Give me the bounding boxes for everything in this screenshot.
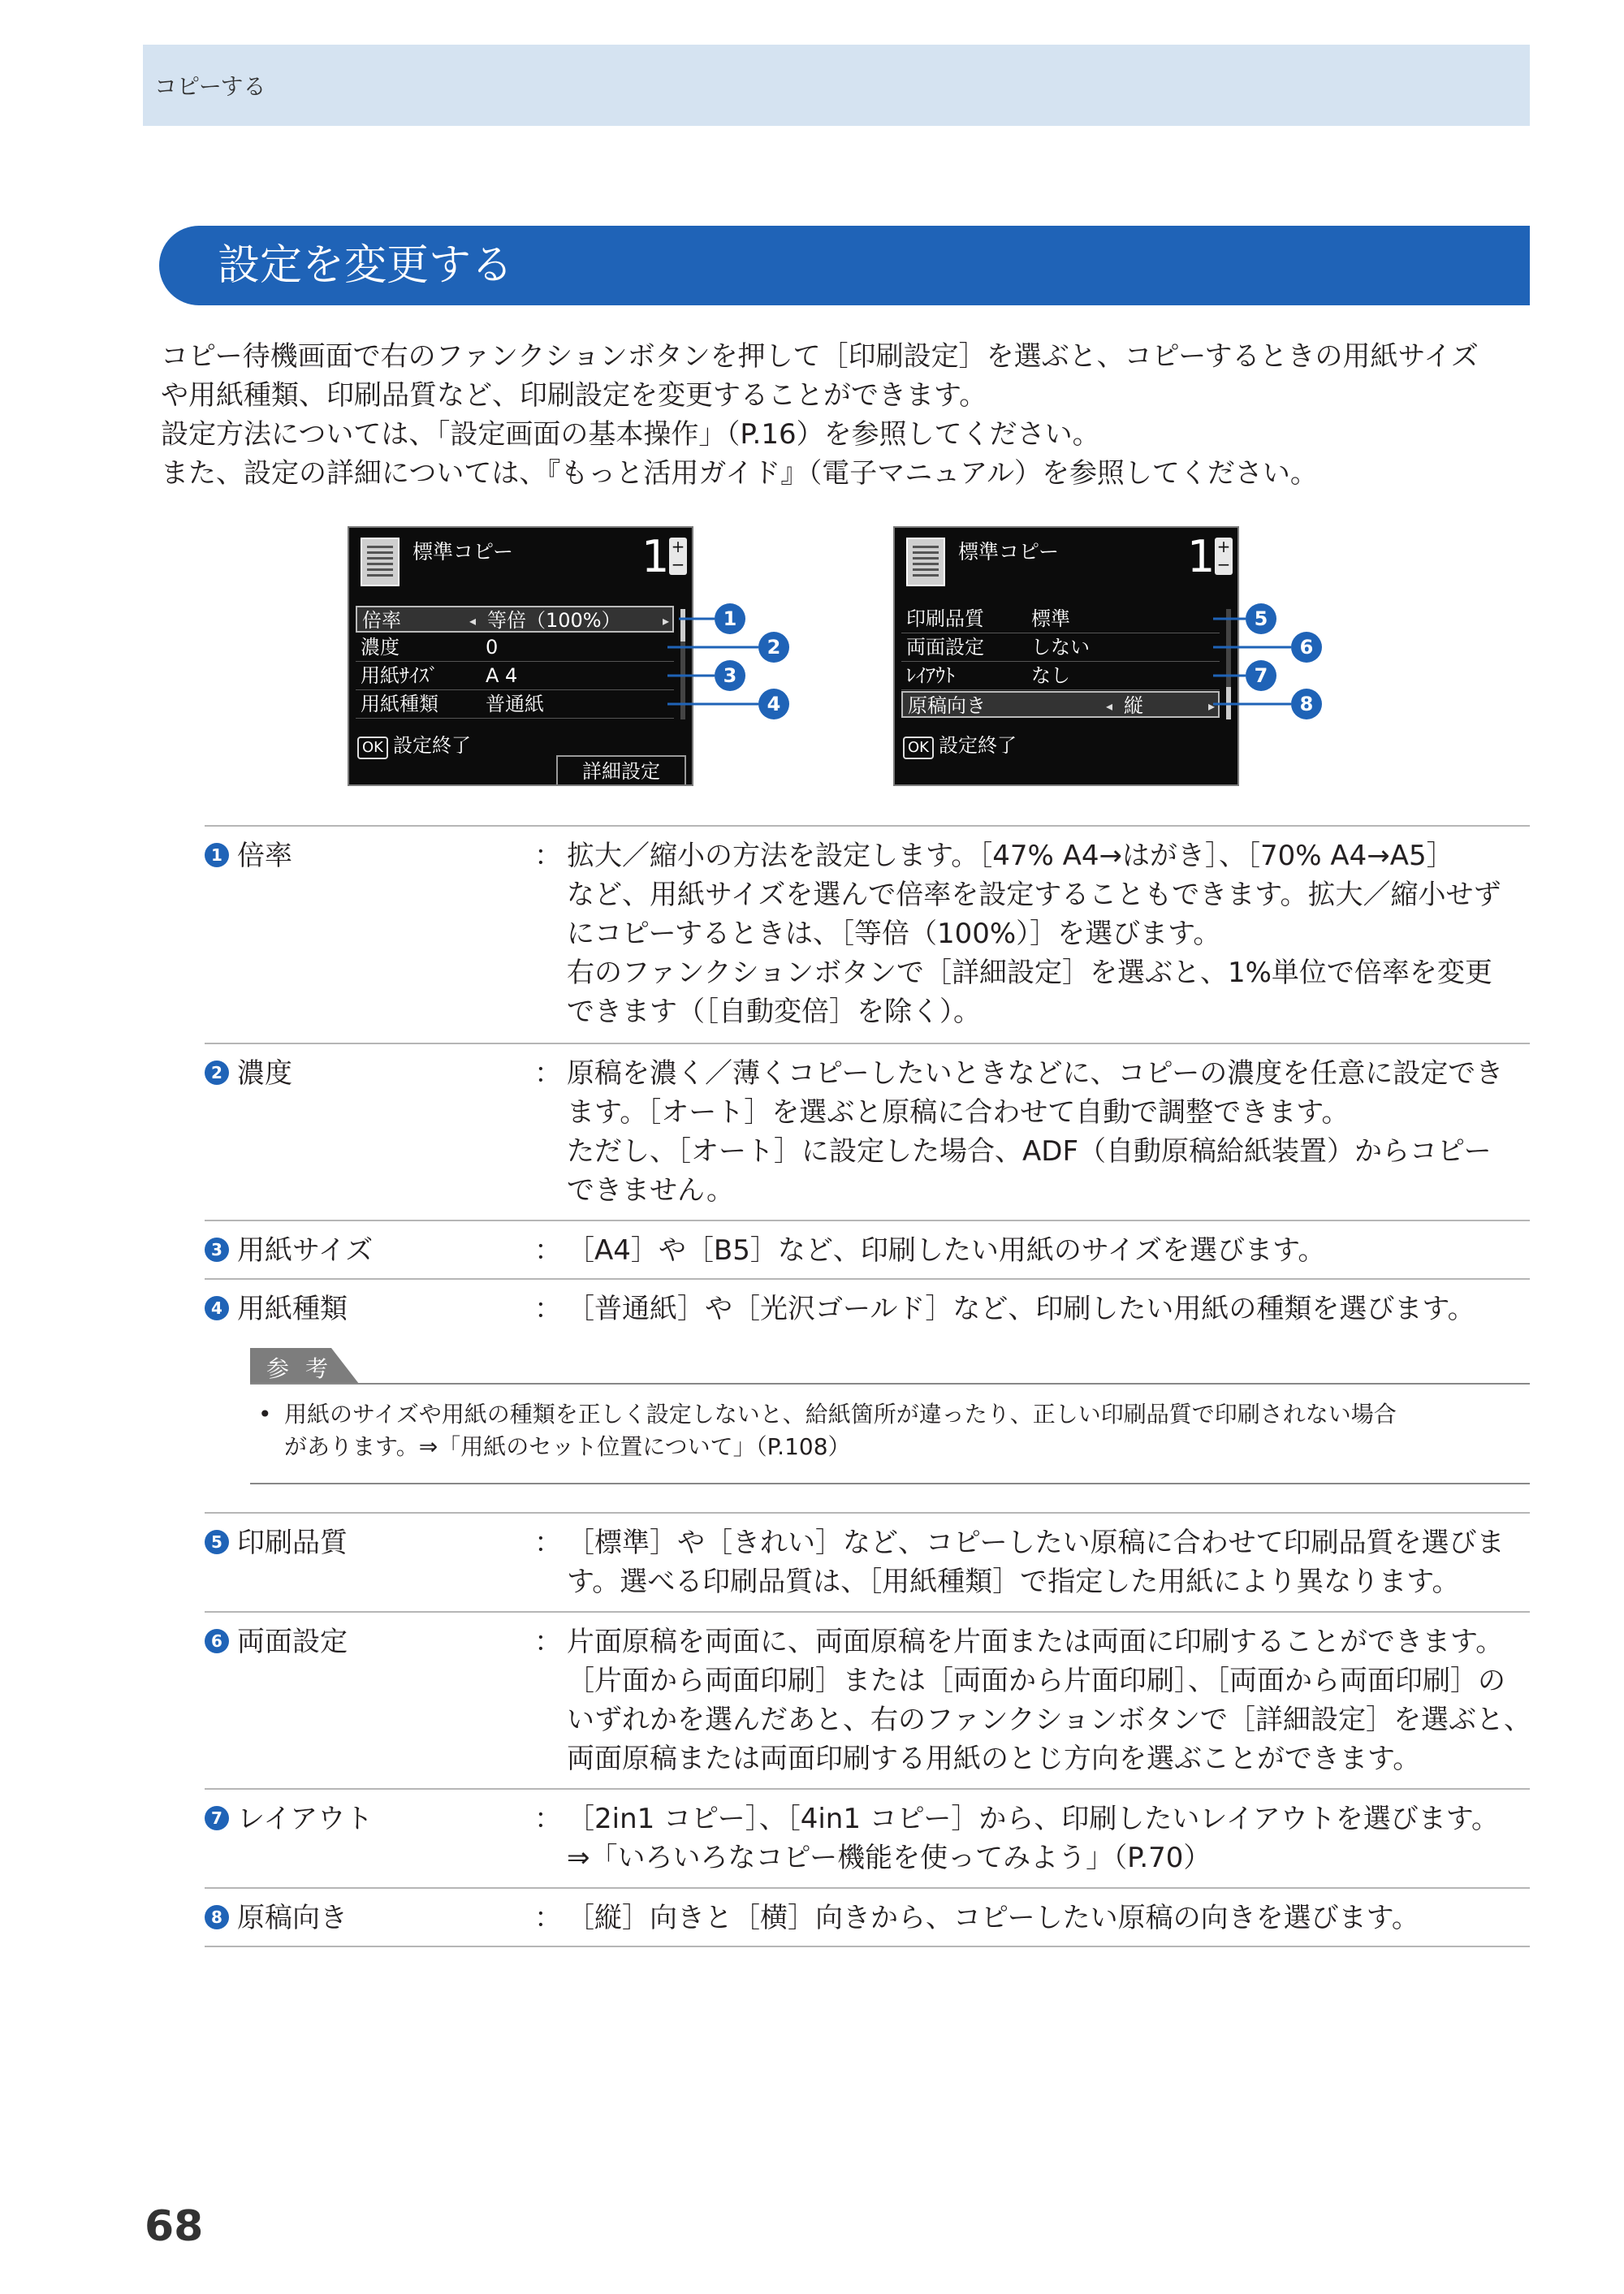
callout-badge-2: 2 bbox=[758, 632, 789, 663]
ok-label: 設定終了 bbox=[938, 734, 1017, 757]
colon: ： bbox=[534, 1803, 562, 1835]
desc-line: す。選べる印刷品質は、［用紙種類］で指定した用紙により異なります。 bbox=[567, 1566, 1460, 1598]
lcd-title: 標準コピー bbox=[958, 540, 1060, 564]
desc-line: にコピーするときは、［等倍（100%）］を選びます。 bbox=[567, 918, 1221, 950]
definition-description bbox=[567, 1622, 1533, 1778]
definition-description bbox=[567, 836, 1533, 1031]
arrow-right-icon: ▸ bbox=[663, 613, 670, 629]
colon: ： bbox=[534, 1057, 562, 1090]
definition-description bbox=[567, 1799, 1533, 1877]
copy-count: 1 bbox=[1187, 531, 1216, 582]
advanced-settings-softkey[interactable]: 詳細設定 bbox=[556, 755, 686, 784]
lcd-row-value: 標準 bbox=[1031, 607, 1070, 630]
colon: ： bbox=[534, 1527, 562, 1559]
desc-line: 片面原稿を両面に、両面原稿を片面または両面に印刷することができます。 bbox=[567, 1626, 1504, 1658]
note-line: があります。⇒「用紙のセット位置について」（P.108） bbox=[284, 1433, 851, 1460]
callout-badge-1: 1 bbox=[715, 603, 745, 634]
term-label: 用紙サイズ bbox=[237, 1234, 374, 1267]
lcd-row-value: A 4 bbox=[486, 664, 518, 687]
item-number-badge: 7 bbox=[205, 1806, 229, 1830]
note-tab-label: 参考 bbox=[266, 1355, 345, 1382]
lcd-row-label: 用紙種類 bbox=[361, 693, 438, 715]
intro-line: や用紙種類、印刷品質など、印刷設定を変更することができます。 bbox=[161, 379, 987, 412]
intro-line: コピー待機画面で右のファンクションボタンを押して［印刷設定］を選ぶと、コピーするときの用紙サイズ bbox=[161, 340, 1479, 373]
callout-badge-6: 6 bbox=[1291, 632, 1322, 663]
desc-line: できます（［自動変倍］を除く）。 bbox=[567, 996, 981, 1028]
term-label: 印刷品質 bbox=[237, 1527, 348, 1559]
note-end-divider bbox=[250, 1483, 1530, 1484]
term-label: 濃度 bbox=[237, 1057, 292, 1090]
term-label: 用紙種類 bbox=[237, 1293, 348, 1325]
desc-line: ［A4］や［B5］など、印刷したい用紙のサイズを選びます。 bbox=[567, 1234, 1326, 1267]
definition-description bbox=[567, 1523, 1533, 1601]
lcd-row-value: 0 bbox=[486, 636, 499, 659]
lcd-row-value: 普通紙 bbox=[486, 693, 544, 715]
bullet-icon: • bbox=[258, 1401, 272, 1428]
desc-line: ます。［オート］を選ぶと原稿に合わせて自動で調整できます。 bbox=[567, 1096, 1350, 1129]
definition-row-layout bbox=[205, 1788, 1530, 1874]
definition-term bbox=[205, 1622, 348, 1661]
term-label: 倍率 bbox=[237, 840, 292, 872]
arrow-left-icon: ◂ bbox=[1106, 698, 1113, 714]
lcd-row-value: 縦 bbox=[1124, 694, 1143, 717]
colon: ： bbox=[534, 1234, 562, 1267]
definition-term bbox=[205, 1799, 373, 1838]
definition-row-paper-size bbox=[205, 1220, 1530, 1267]
definition-row-magnification bbox=[205, 825, 1530, 1028]
plus-minus-icon: + − bbox=[669, 538, 687, 575]
callout-badge-3: 3 bbox=[715, 660, 745, 691]
desc-line: ただし、［オート］に設定した場合、ADF（自動原稿給紙装置）からコピー bbox=[567, 1135, 1492, 1168]
definition-term bbox=[205, 1231, 373, 1270]
definition-row-orientation bbox=[205, 1887, 1530, 1934]
desc-line: いずれかを選んだあと、右のファンクションボタンで［詳細設定］を選ぶと、 bbox=[567, 1704, 1531, 1736]
desc-line: ［標準］や［きれい］など、コピーしたい原稿に合わせて印刷品質を選びま bbox=[567, 1527, 1505, 1559]
desc-line: 拡大／縮小の方法を設定します。［47% A4→はがき］、［70% A4→A5］ bbox=[567, 840, 1454, 872]
desc-line: ⇒「いろいろなコピー機能を使ってみよう」（P.70） bbox=[567, 1842, 1212, 1874]
item-number-badge: 3 bbox=[205, 1238, 229, 1262]
lcd-row-label: 倍率 bbox=[362, 609, 401, 632]
item-number-badge: 4 bbox=[205, 1296, 229, 1320]
callout-badge-7: 7 bbox=[1246, 660, 1276, 691]
item-number-badge: 8 bbox=[205, 1905, 229, 1929]
definition-term bbox=[205, 836, 292, 875]
intro-line: 設定方法については、「設定画面の基本操作」（P.16）を参照してください。 bbox=[161, 418, 1100, 451]
colon: ： bbox=[534, 840, 562, 872]
colon: ： bbox=[534, 1293, 562, 1325]
item-number-badge: 5 bbox=[205, 1530, 229, 1554]
lcd-row-value: なし bbox=[1031, 664, 1070, 687]
definition-description bbox=[567, 1231, 1533, 1270]
breadcrumb: コピーする bbox=[154, 73, 266, 100]
callout-badge-4: 4 bbox=[758, 689, 789, 719]
lcd-row-label: 印刷品質 bbox=[906, 607, 984, 630]
callout-badge-8: 8 bbox=[1291, 689, 1322, 719]
definition-term bbox=[205, 1290, 348, 1328]
arrow-left-icon: ◂ bbox=[469, 613, 477, 629]
definition-term bbox=[205, 1899, 348, 1938]
desc-line: 右のファンクションボタンで［詳細設定］を選ぶと、1%単位で倍率を変更 bbox=[567, 957, 1492, 989]
term-label: 原稿向き bbox=[237, 1902, 348, 1934]
definition-term bbox=[205, 1054, 292, 1093]
lcd-row-label: 原稿向き bbox=[908, 694, 986, 717]
desc-line: ［片面から両面印刷］または［両面から片面印刷］、［両面から両面印刷］の bbox=[567, 1665, 1505, 1697]
copy-count: 1 bbox=[641, 531, 670, 582]
lcd-row-label: 両面設定 bbox=[906, 636, 984, 659]
plus-minus-icon: + − bbox=[1215, 538, 1233, 575]
desc-line: ［縦］向きと［横］向きから、コピーしたい原稿の向きを選びます。 bbox=[567, 1902, 1419, 1934]
lcd-row-label: 用紙ｻｲｽﾞ bbox=[361, 664, 438, 687]
lcd-row-label: ﾚｲｱｳﾄ bbox=[906, 664, 955, 687]
ok-key-icon: OK bbox=[903, 737, 934, 759]
note-tab bbox=[250, 1348, 359, 1384]
callout-badge-5: 5 bbox=[1246, 603, 1276, 634]
intro-line: また、設定の詳細については、『もっと活用ガイド』（電子マニュアル）を参照してください。 bbox=[161, 457, 1318, 490]
list-bottom-rule bbox=[205, 1946, 1530, 1947]
desc-line: など、用紙サイズを選んで倍率を設定することもできます。拡大／縮小せず bbox=[567, 879, 1501, 911]
section-title: 設定を変更する bbox=[218, 241, 514, 290]
definition-row-print-quality bbox=[205, 1512, 1530, 1598]
definition-term bbox=[205, 1523, 348, 1562]
colon: ： bbox=[534, 1626, 562, 1658]
note-line: 用紙のサイズや用紙の種類を正しく設定しないと、給紙箇所が違ったり、正しい印刷品質で印刷されない場合 bbox=[284, 1401, 1397, 1428]
term-label: レイアウト bbox=[237, 1803, 374, 1835]
callout-leaders bbox=[0, 0, 1624, 812]
definition-row-density bbox=[205, 1043, 1530, 1207]
arrow-right-icon: ▸ bbox=[1208, 698, 1216, 714]
desc-line: ［2in1 コピー］、［4in1 コピー］から、印刷したいレイアウトを選びます。 bbox=[567, 1803, 1499, 1835]
definition-row-media-type bbox=[205, 1278, 1530, 1325]
definition-description bbox=[567, 1899, 1533, 1938]
item-number-badge: 1 bbox=[205, 843, 229, 867]
term-label: 両面設定 bbox=[237, 1626, 348, 1658]
lcd-row-value: しない bbox=[1031, 636, 1090, 659]
definition-description bbox=[567, 1290, 1533, 1328]
desc-line: ［普通紙］や［光沢ゴールド］など、印刷したい用紙の種類を選びます。 bbox=[567, 1293, 1475, 1325]
definition-description bbox=[567, 1054, 1533, 1210]
note-divider bbox=[250, 1383, 1530, 1385]
lcd-title: 標準コピー bbox=[412, 540, 514, 564]
desc-line: 原稿を濃く／薄くコピーしたいときなどに、コピーの濃度を任意に設定でき bbox=[567, 1057, 1504, 1090]
colon: ： bbox=[534, 1902, 562, 1934]
page-number: 68 bbox=[145, 2202, 204, 2251]
ok-label: 設定終了 bbox=[392, 734, 471, 757]
lcd-row-value: 等倍（100%） bbox=[487, 609, 621, 632]
definition-row-duplex bbox=[205, 1611, 1531, 1775]
lcd-row-label: 濃度 bbox=[361, 636, 400, 659]
item-number-badge: 2 bbox=[205, 1061, 229, 1085]
ok-key-icon: OK bbox=[357, 737, 388, 759]
desc-line: できません。 bbox=[567, 1174, 735, 1207]
item-number-badge: 6 bbox=[205, 1629, 229, 1653]
desc-line: 両面原稿または両面印刷する用紙のとじ方向を選ぶことができます。 bbox=[567, 1743, 1421, 1775]
